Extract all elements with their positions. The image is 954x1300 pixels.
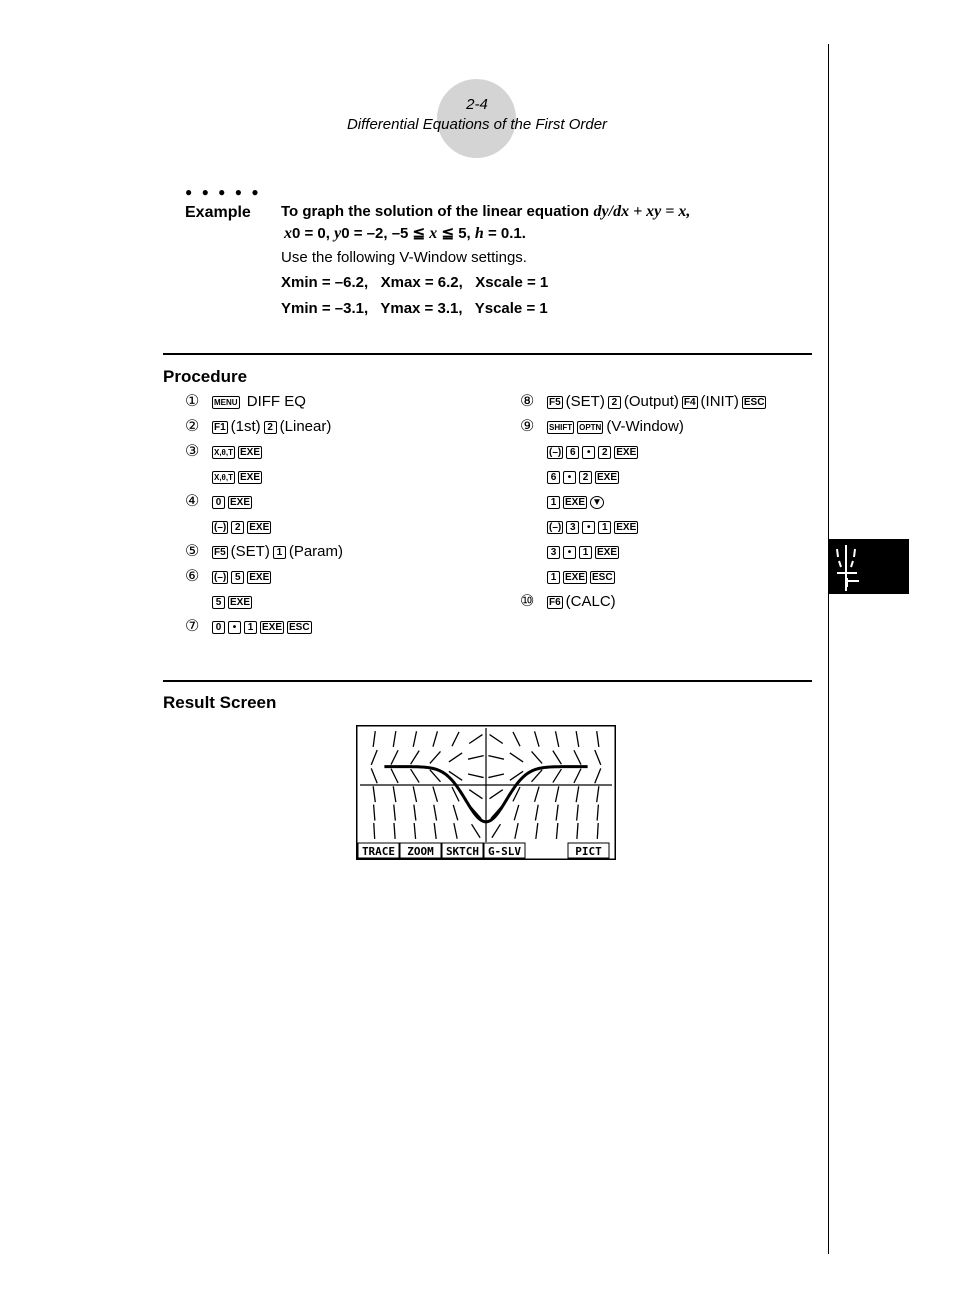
- step-text: (INIT): [700, 393, 739, 410]
- procedure-step: [520, 514, 769, 539]
- key-optn-icon: OPTN: [579, 422, 602, 432]
- key-exe-icon: EXE: [240, 471, 261, 483]
- x-symbol: x: [429, 225, 438, 242]
- menu-label-pict: PICT: [575, 845, 602, 858]
- step-number: ②: [185, 418, 200, 435]
- chapter-tab[interactable]: [829, 539, 909, 594]
- key-3-icon: 3: [566, 521, 579, 534]
- key-exe-icon: EXE: [616, 521, 637, 533]
- x0-symbol: x: [284, 225, 292, 242]
- example-equation: dy/dx + xy = x,: [593, 203, 691, 220]
- key-esc-icon: ESC: [289, 621, 310, 633]
- key--icon: •: [228, 621, 241, 634]
- x0-value: 0 = 0,: [292, 225, 330, 242]
- key-exe-icon: EXE: [597, 471, 618, 483]
- step-text: (CALC): [565, 593, 616, 610]
- procedure-step: [520, 414, 769, 439]
- y-window-settings: Ymin = –3.1, Ymax = 3.1, Yscale = 1: [281, 300, 548, 317]
- slope-mark: [597, 823, 598, 839]
- procedure-step: [185, 439, 346, 464]
- procedure-step: [185, 564, 346, 589]
- slope-mark: [374, 823, 375, 839]
- key-exe-icon: EXE: [249, 571, 270, 583]
- procedure-step: [520, 464, 769, 489]
- key-shift-icon: SHIFT: [549, 422, 573, 432]
- procedure-step: [185, 414, 346, 439]
- procedure-step: [185, 614, 346, 639]
- procedure-right-column: [520, 389, 769, 614]
- key-1-icon: 1: [244, 621, 257, 634]
- key-1-icon: 1: [598, 521, 611, 534]
- right-margin-rule: [828, 44, 829, 1254]
- key-exe-icon: EXE: [240, 446, 261, 458]
- page-number: 2-4: [466, 96, 488, 113]
- h-value: = 0.1.: [487, 225, 526, 242]
- step-number: ⑥: [185, 568, 200, 585]
- step-number: ⑦: [185, 618, 200, 635]
- step-text: (V-Window): [606, 418, 684, 435]
- key-2-icon: 2: [598, 446, 611, 459]
- procedure-step: [520, 564, 769, 589]
- procedure-step: [185, 464, 346, 489]
- step-text: DIFF EQ: [242, 393, 306, 410]
- procedure-step: [185, 589, 346, 614]
- key-2-icon: 2: [231, 521, 244, 534]
- menu-label-zoom: ZOOM: [407, 845, 434, 858]
- key-6-icon: 6: [547, 471, 560, 484]
- example-line1: [281, 203, 690, 221]
- procedure-step: [520, 389, 769, 414]
- key-0-icon: 0: [212, 496, 225, 509]
- key-3-icon: 3: [547, 546, 560, 559]
- key-2-icon: 2: [608, 396, 621, 409]
- key-1-icon: 1: [579, 546, 592, 559]
- step-number: ⑤: [185, 543, 200, 560]
- example-line2: [284, 224, 526, 243]
- step-text: (SET): [230, 543, 270, 560]
- key-exe-icon: EXE: [230, 596, 251, 608]
- h-symbol: h: [474, 225, 484, 242]
- key--icon: •: [582, 521, 595, 534]
- step-text: (1st): [230, 418, 261, 435]
- step-number: ④: [185, 493, 200, 510]
- key--icon: ▼: [592, 496, 602, 508]
- example-label: Example: [185, 204, 251, 221]
- key-exe-icon: EXE: [565, 571, 586, 583]
- key-0-icon: 0: [212, 621, 225, 634]
- key-6-icon: 6: [566, 446, 579, 459]
- procedure-step: [185, 539, 346, 564]
- result-screen: [356, 725, 616, 860]
- step-number: ⑨: [520, 418, 535, 435]
- procedure-step: [185, 489, 346, 514]
- key-esc-icon: ESC: [743, 396, 765, 408]
- key--icon: (–): [214, 521, 227, 533]
- key-exe-icon: EXE: [616, 446, 637, 458]
- key-f4-icon: F4: [683, 396, 696, 408]
- key--icon: •: [563, 471, 576, 484]
- step-number: ⑩: [520, 593, 535, 610]
- step-number: ①: [185, 393, 200, 410]
- x-upper-bound: ≦ 5,: [441, 225, 471, 242]
- key-esc-icon: ESC: [592, 571, 613, 583]
- key-2-icon: 2: [579, 471, 592, 484]
- step-text: (Param): [288, 543, 344, 560]
- key-exe-icon: EXE: [262, 621, 283, 633]
- vwindow-intro: Use the following V-Window settings.: [281, 249, 527, 266]
- key-5-icon: 5: [231, 571, 244, 584]
- key-exe-icon: EXE: [230, 496, 251, 508]
- function-menu: [358, 843, 609, 858]
- result-divider: [163, 680, 812, 682]
- y0-symbol: y: [334, 225, 342, 242]
- key-xt-icon: X,θ,T: [214, 472, 233, 482]
- procedure-step: [520, 589, 769, 614]
- result-title: Result Screen: [163, 693, 277, 712]
- step-number: ③: [185, 443, 200, 460]
- key-f6-icon: F6: [549, 596, 561, 608]
- diff-eq-slope-icon: [829, 539, 909, 594]
- step-text: (Linear): [279, 418, 332, 435]
- x-window-settings: Xmin = –6.2, Xmax = 6.2, Xscale = 1: [281, 274, 549, 291]
- step-text: (SET): [565, 393, 605, 410]
- procedure-step: [520, 489, 769, 514]
- key-1-icon: 1: [547, 571, 560, 584]
- menu-label-g-slv: G-SLV: [487, 845, 522, 858]
- key-f5-icon: F5: [549, 396, 561, 408]
- menu-label-trace: TRACE: [361, 845, 396, 858]
- procedure-title: Procedure: [163, 367, 248, 386]
- y0-value: 0 = –2, –5 ≦: [341, 225, 426, 242]
- key-f1-icon: F1: [214, 421, 226, 433]
- key-xt-icon: X,θ,T: [214, 447, 233, 457]
- key-f5-icon: F5: [214, 546, 226, 558]
- step-text: (Output): [623, 393, 679, 410]
- key-exe-icon: EXE: [249, 521, 270, 533]
- procedure-step: [520, 439, 769, 464]
- key--icon: •: [582, 446, 595, 459]
- section-title: Differential Equations of the First Order: [346, 116, 608, 133]
- procedure-divider: [163, 353, 812, 355]
- key-5-icon: 5: [212, 596, 225, 609]
- key-1-icon: 1: [273, 546, 286, 559]
- key-exe-icon: EXE: [565, 496, 586, 508]
- key-2-icon: 2: [264, 421, 277, 434]
- key-menu-icon: MENU: [214, 397, 238, 407]
- procedure-step: [520, 539, 769, 564]
- step-number: ⑧: [520, 393, 535, 410]
- key-1-icon: 1: [547, 496, 560, 509]
- procedure-step: [185, 514, 346, 539]
- example-line1-prefix: To graph the solution of the linear equation: [281, 203, 590, 220]
- example-dots: ● ● ● ● ●: [185, 185, 262, 199]
- key--icon: (–): [549, 446, 562, 458]
- procedure-left-column: [185, 389, 346, 639]
- key--icon: •: [563, 546, 576, 559]
- key--icon: (–): [214, 571, 227, 583]
- key--icon: (–): [549, 521, 562, 533]
- procedure-step: [185, 389, 346, 414]
- key-exe-icon: EXE: [597, 546, 618, 558]
- menu-label-sktch: SKTCH: [445, 845, 480, 858]
